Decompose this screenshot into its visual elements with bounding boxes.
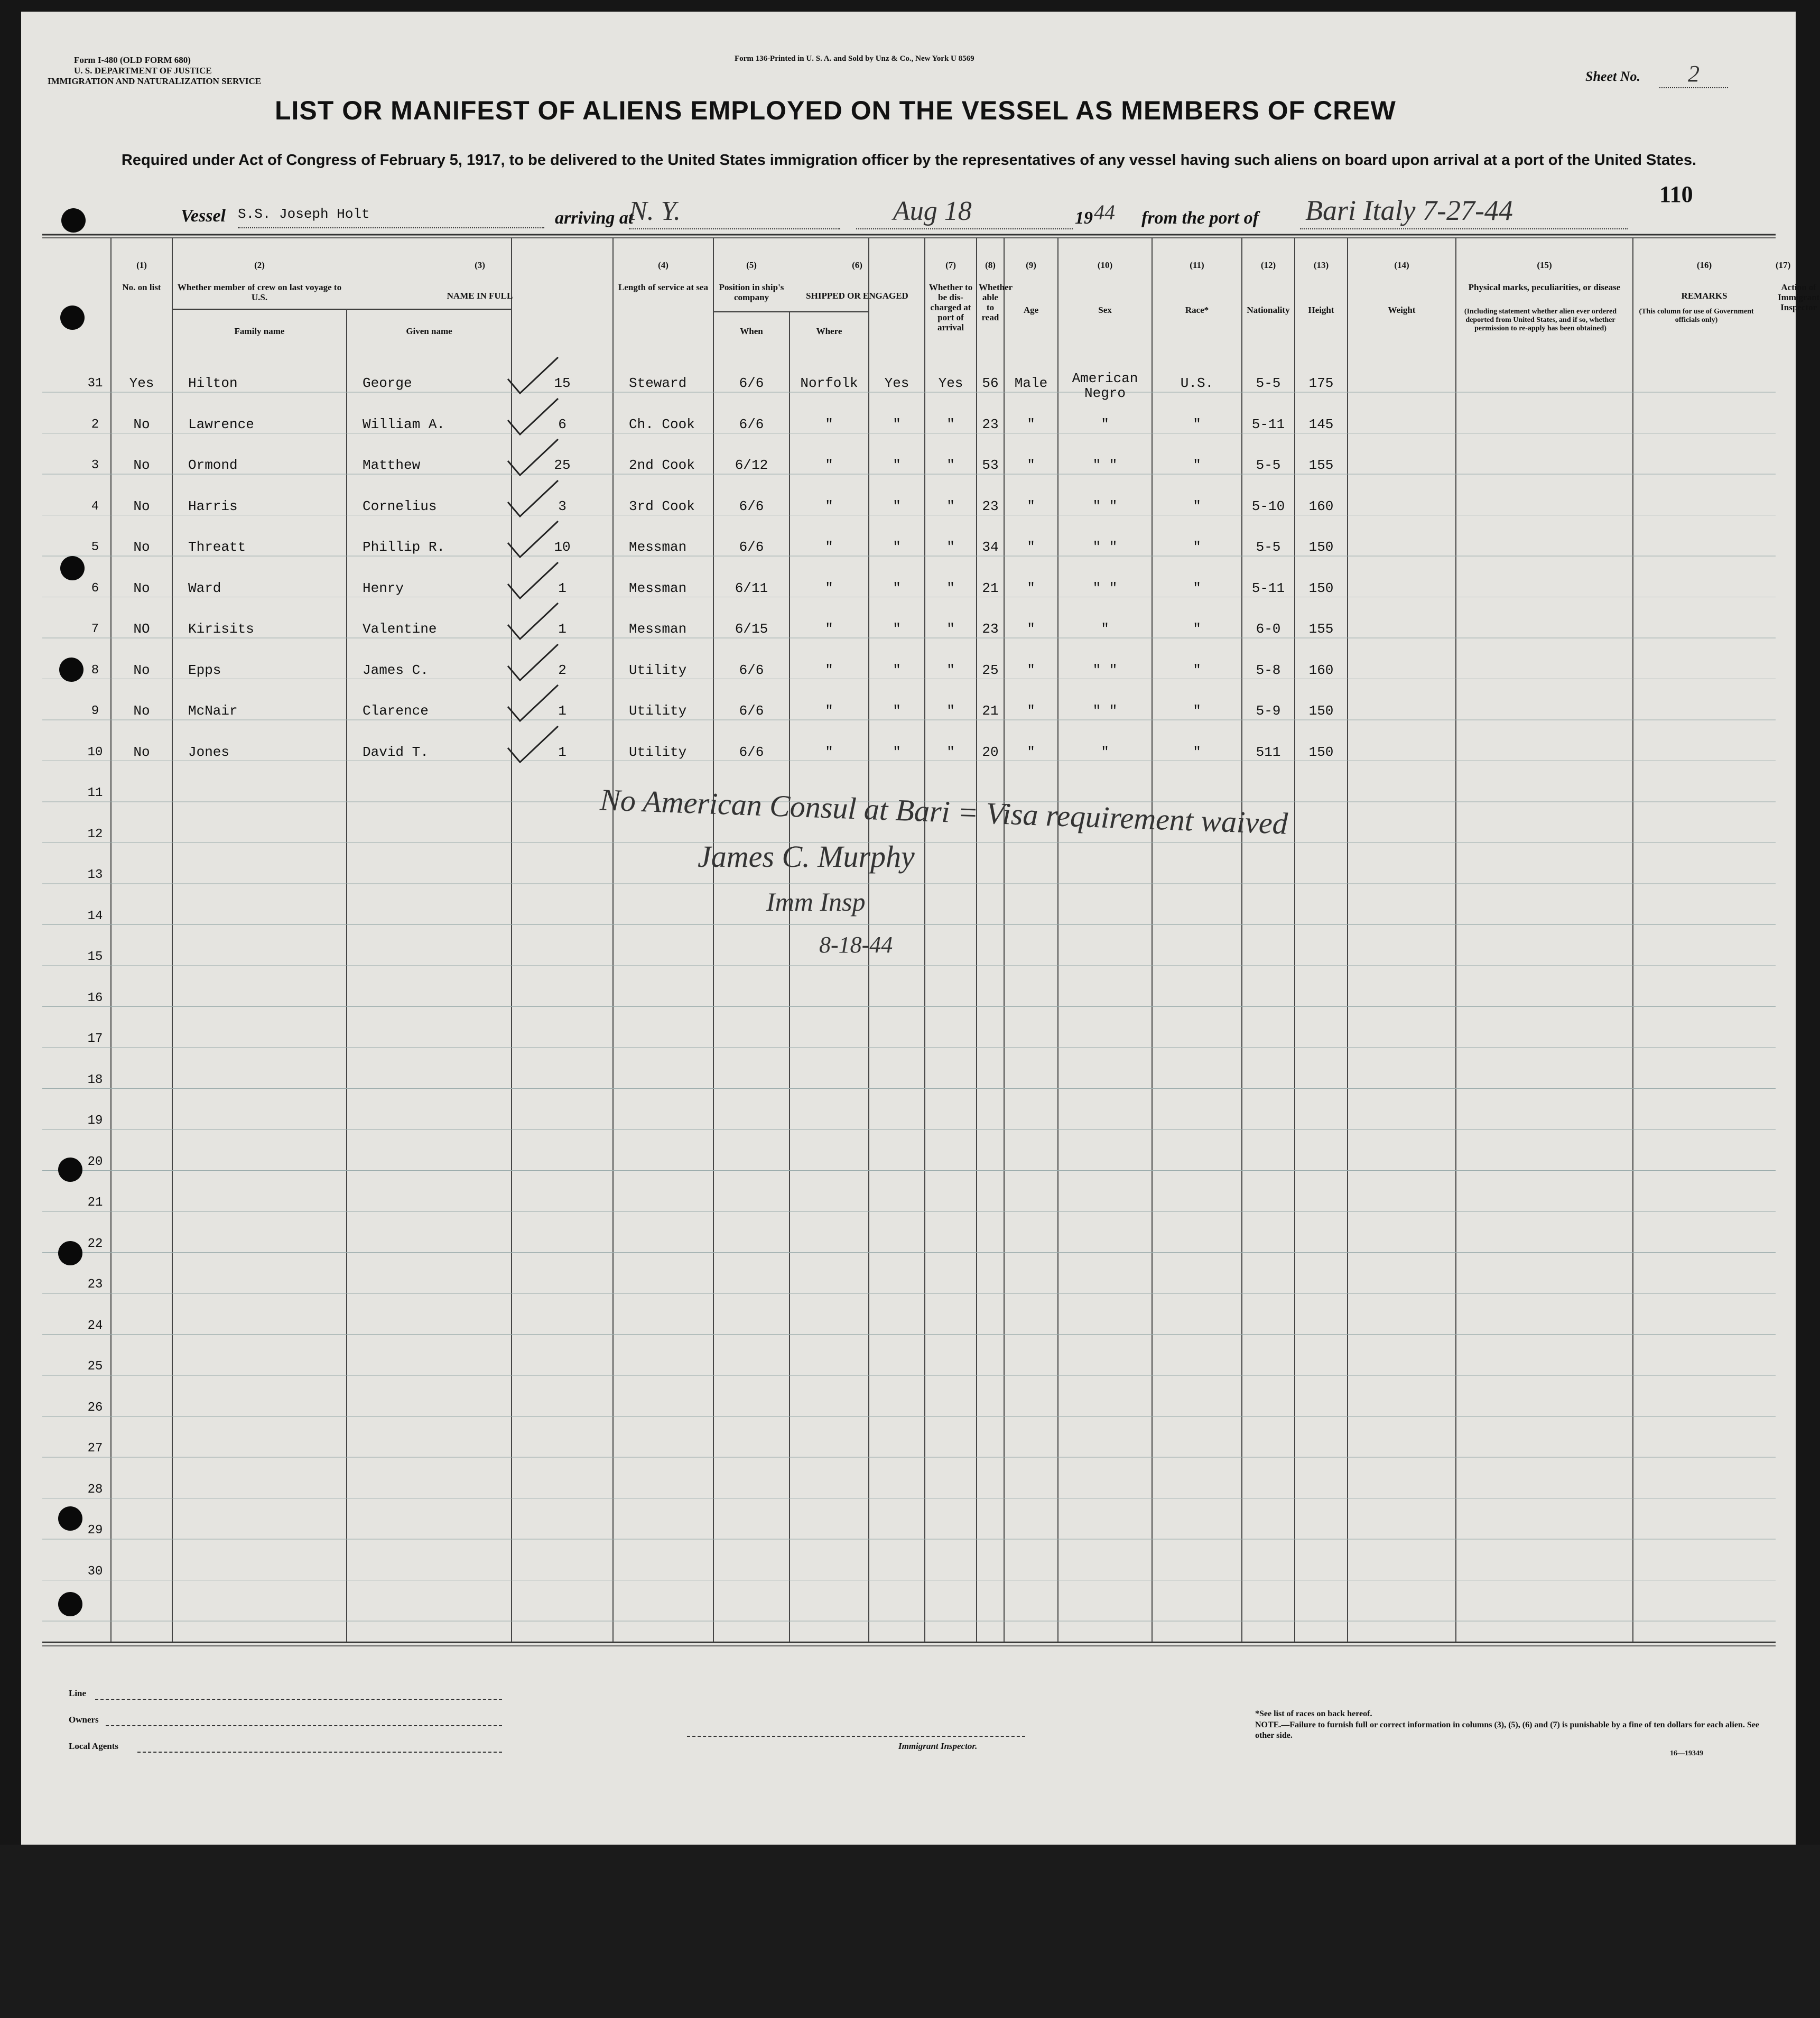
cell-position: Utility [629,744,687,760]
cell-last-voyage: No [133,457,150,473]
cell-weight: 150 [1308,539,1334,555]
row-number: 27 [87,1441,103,1456]
cell-given: Clarence [363,703,429,719]
column-number: (4) [658,260,668,270]
remarks-note: (Including statement whether alien ever ordered deported from United States, and if so, whether permission to re-apply has been obtained) [1464,308,1617,332]
cell-nationality: U.S. [1180,375,1214,391]
punch-hole [59,658,83,682]
local-agents-field [137,1752,502,1753]
cell-given: James C. [363,662,429,678]
cell-service: 1 [558,703,567,719]
cell-position: Utility [629,662,687,678]
cell-discharged: " [893,744,901,760]
cell-race: American Negro [1072,371,1138,401]
subhead-when: When [740,326,763,336]
cell-weight: 150 [1308,744,1334,760]
arriving-label: arriving at [555,208,634,228]
subhead-given: Given name [406,326,452,336]
row-number: 25 [87,1359,103,1374]
inspector-label: Immigrant Inspector. [898,1741,978,1751]
department: U. S. DEPARTMENT OF JUSTICE [74,66,212,76]
check-mark [505,396,563,439]
cell-position: 2nd Cook [629,457,695,473]
cell-when: 6/6 [739,662,764,678]
cell-race: " " [1092,580,1118,596]
sheet-label: Sheet No. [1585,69,1640,84]
cell-sex: " [1027,539,1035,555]
row-number: 28 [87,1482,103,1497]
column-number: (9) [1026,260,1036,270]
cell-sex: " [1027,744,1035,760]
cell-height: 5-8 [1256,662,1281,678]
check-mark [505,642,563,684]
cell-weight: 160 [1308,662,1334,678]
cell-sex: " [1027,457,1035,473]
cell-read: " [946,621,955,637]
cell-where: " [825,662,833,678]
row-number: 16 [87,991,103,1005]
cell-read: " [946,662,955,678]
row-number: 20 [87,1154,103,1169]
cell-sex: " [1027,621,1035,637]
cell-position: Steward [629,375,687,391]
punch-hole [60,306,85,330]
row-number: 7 [91,622,99,636]
row-number: 15 [87,950,103,964]
cell-weight: 160 [1308,498,1334,514]
cell-family: Ormond [188,457,238,473]
cell-nationality: " [1193,457,1201,473]
cell-sex: " [1027,580,1035,596]
cell-last-voyage: No [133,580,150,596]
cell-position: 3rd Cook [629,498,695,514]
column-heading: Weight [1388,305,1416,315]
cell-weight: 155 [1308,457,1334,473]
row-number: 29 [87,1523,103,1538]
cell-height: 5-11 [1251,580,1285,596]
column-heading: No. on list [122,282,161,292]
cell-read: " [946,703,955,719]
column-heading: SHIPPED OR ENGAGED [806,291,908,301]
cell-age: 23 [982,498,999,514]
cell-where: " [825,621,833,637]
row-number: 11 [87,786,103,800]
cell-age: 56 [982,375,999,391]
column-number: (14) [1394,260,1409,270]
row-number: 30 [87,1564,103,1579]
cell-discharged: Yes [884,375,909,391]
vessel-name: S.S. Joseph Holt [238,206,370,222]
cell-given: Phillip R. [363,539,445,555]
cell-height: 6-0 [1256,621,1281,637]
column-heading: Nationality [1247,305,1290,315]
punch-hole [61,208,86,233]
cell-when: 6/15 [735,621,768,637]
cell-discharged: " [893,621,901,637]
row-number: 10 [87,745,103,760]
cell-given: William A. [363,416,445,432]
row-number: 6 [91,581,99,596]
cell-position: Messman [629,621,687,637]
row-number: 4 [91,499,99,514]
cell-given: Henry [363,580,404,596]
cell-when: 6/6 [739,375,764,391]
cell-last-voyage: No [133,703,150,719]
cell-service: 10 [554,539,571,555]
cell-family: Threatt [188,539,246,555]
inspector-date: 8-18-44 [819,932,893,958]
cell-last-voyage: No [133,662,150,678]
owners-label: Owners [69,1715,99,1725]
row-number: 31 [87,376,103,391]
cell-last-voyage: NO [133,621,150,637]
cell-nationality: " [1193,416,1201,432]
column-heading: Whether to be dis-charged at port of arrival [928,282,973,332]
cell-service: 3 [558,498,567,514]
cell-where: " [825,744,833,760]
cell-last-voyage: No [133,539,150,555]
cell-read: " [946,457,955,473]
from-port: Bari Italy 7-27-44 [1305,195,1513,226]
cell-discharged: " [893,539,901,555]
cell-age: 25 [982,662,999,678]
punch-hole [58,1158,82,1182]
column-number: (1) [136,260,147,270]
year-suffix: 44 [1094,200,1115,224]
cell-race: " " [1092,539,1118,555]
column-number: (11) [1190,260,1204,270]
cell-discharged: " [893,580,901,596]
cell-family: Ward [188,580,221,596]
row-number: 24 [87,1318,103,1333]
cell-discharged: " [893,498,901,514]
column-number: (16) [1696,260,1712,270]
row-number: 21 [87,1196,103,1210]
check-mark [505,724,563,766]
column-number: (8) [985,260,996,270]
line-field [95,1699,502,1700]
inspector-signature-line [687,1736,1025,1737]
cell-when: 6/6 [739,416,764,432]
column-number: (12) [1260,260,1276,270]
sheet-number: 2 [1659,60,1728,88]
cell-where: " [825,457,833,473]
cell-nationality: " [1193,703,1201,719]
local-agents-label: Local Agents [69,1741,118,1751]
column-heading: REMARKS [1681,291,1728,301]
row-number: 5 [91,540,99,554]
column-number: (17) [1776,260,1791,270]
cell-where: " [825,703,833,719]
punch-hole [58,1241,82,1265]
cell-last-voyage: No [133,498,150,514]
cell-age: 23 [982,621,999,637]
cell-position: Messman [629,539,687,555]
check-mark [505,683,563,725]
column-heading: Physical marks, peculiarities, or disease [1468,282,1621,292]
row-number: 3 [91,458,99,473]
cell-when: 6/6 [739,539,764,555]
cell-family: Harris [188,498,238,514]
cell-height: 5-5 [1256,539,1281,555]
cell-age: 53 [982,457,999,473]
cell-discharged: " [893,662,901,678]
column-number: (6) [852,260,862,270]
cell-age: 23 [982,416,999,432]
cell-read: " [946,539,955,555]
manifest-sheet [21,12,1820,1845]
cell-position: Messman [629,580,687,596]
cell-sex: " [1027,498,1035,514]
row-number: 18 [87,1072,103,1087]
row-number: 26 [87,1400,103,1415]
cell-race: " " [1092,662,1118,678]
row-number: 2 [91,417,99,432]
check-mark [505,560,563,603]
cell-nationality: " [1193,662,1201,678]
cell-race: " " [1092,498,1118,514]
cell-age: 21 [982,580,999,596]
row-number: 13 [87,868,103,882]
row-number: 14 [87,909,103,923]
subhead-family: Family name [234,326,285,336]
cell-discharged: " [893,703,901,719]
column-heading: Length of service at sea [618,282,708,292]
check-mark [505,601,563,643]
check-mark [505,355,563,397]
column-number: (10) [1097,260,1113,270]
consul-note: No American Consul at Bari = Visa requirement waived [599,782,1288,841]
page-stamp: 110 [1659,181,1693,207]
column-number: (3) [475,260,485,270]
column-heading: Action of Immigrant Inspector [1778,282,1820,312]
cell-last-voyage: Yes [129,375,154,391]
row-number: 19 [87,1114,103,1128]
cell-read: " [946,416,955,432]
subhead-where: Where [816,326,842,336]
cell-height: 5-10 [1251,498,1285,514]
cell-given: Valentine [363,621,437,637]
cell-age: 21 [982,703,999,719]
column-heading: Height [1308,305,1334,315]
column-number: (5) [746,260,757,270]
cell-height: 511 [1256,744,1281,760]
column-number: (7) [945,260,956,270]
cell-family: Epps [188,662,221,678]
cell-when: 6/6 [739,703,764,719]
cell-service: 2 [558,662,567,678]
column-heading: Position in ship's company [719,282,784,302]
cell-last-voyage: No [133,416,150,432]
cell-weight: 150 [1308,703,1334,719]
cell-service: 1 [558,580,567,596]
cell-read: " [946,498,955,514]
arriving-port: N. Y. [629,196,681,226]
cell-read: Yes [938,375,963,391]
arrival-date: Aug 18 [893,196,972,226]
page-title: LIST OR MANIFEST OF ALIENS EMPLOYED ON THE VESSEL AS MEMBERS OF CREW [275,96,1396,125]
cell-given: David T. [363,744,429,760]
row-number: 23 [87,1278,103,1292]
column-number: (13) [1313,260,1329,270]
cell-where: " [825,580,833,596]
cell-family: McNair [188,703,238,719]
row-number: 9 [91,704,99,718]
cell-height: 5-5 [1256,457,1281,473]
cell-nationality: " [1193,744,1201,760]
cell-when: 6/12 [735,457,768,473]
cell-height: 5-9 [1256,703,1281,719]
cell-given: Cornelius [363,498,437,514]
cell-position: Ch. Cook [629,416,695,432]
inspector-title: Imm Insp [766,887,866,917]
subtitle: Required under Act of Congress of February 5, 1917, to be delivered to the United States immigration officer by the representatives of any vessel having such aliens on board upon arrival at a port of the United States. [121,152,1697,169]
cell-discharged: " [893,416,901,432]
column-heading: NAME IN FULL [447,291,513,301]
cell-read: " [946,580,955,596]
cell-service: 1 [558,744,567,760]
cell-height: 5-5 [1256,375,1281,391]
column-heading: Race* [1185,305,1209,315]
cell-discharged: " [893,457,901,473]
penalty-note: NOTE.—Failure to furnish full or correct information in columns (3), (5), (6) and (7) is punishable by a fine of ten dollars for each alien. See other side. [1255,1720,1759,1740]
row-number: 8 [91,663,99,678]
cell-nationality: " [1193,580,1201,596]
cell-race: " [1101,416,1109,432]
column-heading: Sex [1098,305,1112,315]
cell-nationality: " [1193,621,1201,637]
service: IMMIGRATION AND NATURALIZATION SERVICE [48,76,262,86]
row-number: 12 [87,827,103,841]
cell-sex: " [1027,703,1035,719]
cell-when: 6/6 [739,744,764,760]
printer-line: Form 136-Printed in U. S. A. and Sold by Unz & Co., New York U 8569 [735,54,974,63]
column-heading: Age [1023,305,1039,315]
cell-race: " " [1092,703,1118,719]
cell-sex: " [1027,662,1035,678]
column-number: (15) [1537,260,1552,270]
cell-nationality: " [1193,539,1201,555]
scan-background [0,1845,1820,2018]
cell-weight: 155 [1308,621,1334,637]
cell-weight: 145 [1308,416,1334,432]
cell-race: " " [1092,457,1118,473]
cell-where: Norfolk [800,375,858,391]
cell-family: Lawrence [188,416,254,432]
cell-when: 6/6 [739,498,764,514]
cell-service: 6 [558,416,567,432]
owners-field [106,1725,502,1726]
action-note: (This column for use of Government officials only) [1639,308,1754,324]
cell-weight: 175 [1308,375,1334,391]
inspector-signature: James C. Murphy [698,839,915,874]
line-label: Line [69,1688,87,1698]
cell-given: Matthew [363,457,421,473]
print-code: 16—19349 [1670,1749,1703,1757]
cell-sex: Male [1014,375,1048,391]
row-number: 22 [87,1236,103,1251]
punch-hole [58,1506,82,1531]
check-mark [505,519,563,561]
cell-age: 34 [982,539,999,555]
check-mark [505,478,563,521]
cell-race: " [1101,744,1109,760]
punch-hole [60,556,85,580]
row-number: 17 [87,1032,103,1046]
cell-given: George [363,375,412,391]
cell-age: 20 [982,744,999,760]
cell-service: 25 [554,457,571,473]
cell-family: Jones [188,744,230,760]
cell-nationality: " [1193,498,1201,514]
column-heading: Whether member of crew on last voyage to U.S. [177,282,342,302]
cell-weight: 150 [1308,580,1334,596]
cell-height: 5-11 [1251,416,1285,432]
cell-family: Kirisits [188,621,254,637]
cell-where: " [825,416,833,432]
cell-read: " [946,744,955,760]
cell-where: " [825,539,833,555]
year-prefix: 19 [1075,208,1093,228]
cell-last-voyage: No [133,744,150,760]
column-number: (2) [254,260,265,270]
vessel-label: Vessel [181,206,226,226]
cell-where: " [825,498,833,514]
races-note: *See list of races on back hereof. [1255,1709,1372,1718]
from-port-label: from the port of [1141,208,1259,228]
cell-when: 6/11 [735,580,768,596]
cell-race: " [1101,621,1109,637]
check-mark [505,437,563,479]
column-heading: Whether able to read [979,282,1013,322]
cell-position: Utility [629,703,687,719]
cell-service: 1 [558,621,567,637]
form-id: Form I-480 (OLD FORM 680) [74,55,191,65]
cell-sex: " [1027,416,1035,432]
cell-family: Hilton [188,375,238,391]
cell-service: 15 [554,375,571,391]
punch-hole [58,1592,82,1616]
